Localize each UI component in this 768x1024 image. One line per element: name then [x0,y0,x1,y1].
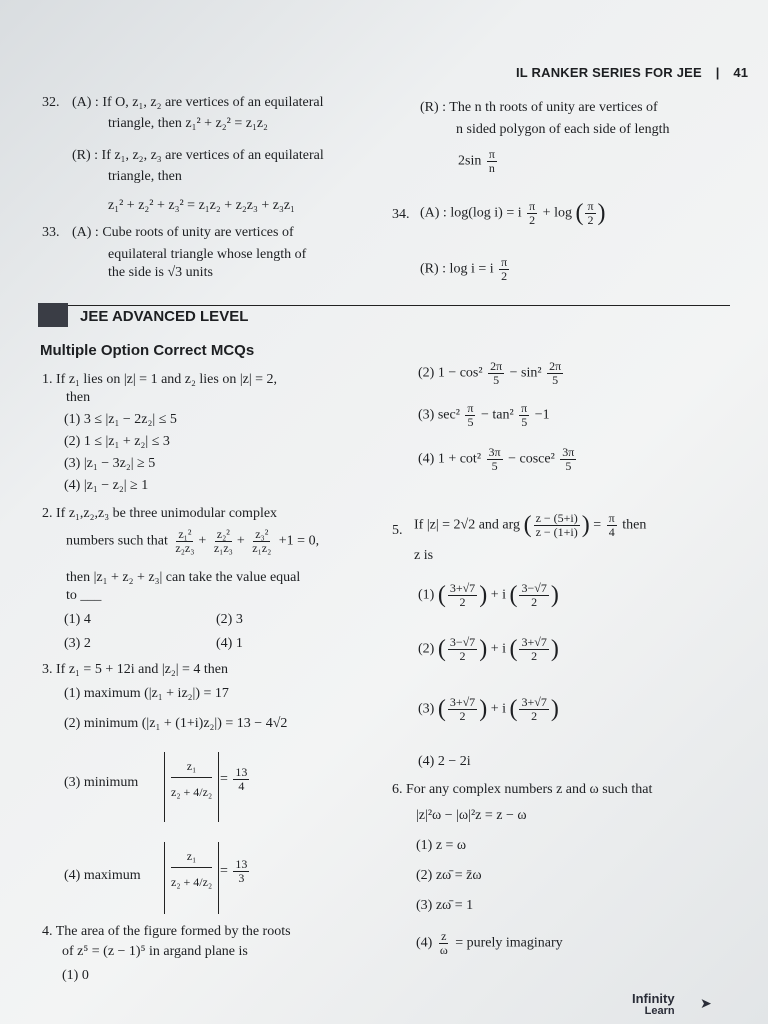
q3-option-3: (3) minimum [64,775,139,790]
q33-reason-line2: n sided polygon of each side of length [456,122,670,137]
q32-reason-equation: z₁² + z₂² + z₃² = z₁z₂ + z₂z₃ + z₃z₁ [108,198,295,213]
q2-option-1: (1) 4 [64,612,91,627]
q5-stem: If |z| = 2√2 and arg ( $\frac{z - (5+i)}{z - (1+i)}$ ) = $\frac{\pi}{4}$ then [414,511,647,539]
q33-reason: (R) : The n th roots of unity are vertices of [420,100,658,115]
q33-number: 33. [42,225,60,240]
q32-reason: (R) : If z₁, z₂, z₃ are vertices of an equilateral [72,148,324,163]
q32-assertion-line2: triangle, then z₁² + z₂² = z₁z₂ [108,116,268,131]
q3-option-1: (1) maximum (|z₁ + iz₂|) = 17 [64,686,229,701]
q3-option-4: (4) maximum [64,868,141,883]
q32-reason-line2: triangle, then [108,169,182,184]
series-title: IL RANKER SERIES FOR JEE [516,65,702,80]
q1-option-2: (2) 1 ≤ |z₁ + z₂| ≤ 3 [64,434,170,449]
q3-option-2: (2) minimum (|z₁ + (1+i)z₂|) = 13 − 4√2 [64,716,288,731]
q1-stem-line2: then [66,390,91,405]
q6-option-2: (2) zω̄ = z̄ω [416,868,482,883]
section-title: JEE ADVANCED LEVEL [80,308,249,325]
logo-line1: Infinity [632,991,675,1006]
section-rule [38,305,730,306]
q6-option-1: (1) z = ω [416,838,467,853]
q1-option-1: (1) 3 ≤ |z₁ − 2z₂| ≤ 5 [64,412,177,427]
q4-option-4: (4) 1 + cot² $\frac{3\pi}{5}$ − cosce² $\frac{3\pi}{5}$ [418,445,575,473]
q5-stem-line2: z is [414,548,434,563]
q33-assertion-line2: equilateral triangle whose length of [108,247,307,262]
section-marker [38,303,68,327]
q33-assertion-line3: the side is √3 units [108,265,213,280]
header-separator: | [715,65,720,80]
q4-option-1: (1) 0 [62,968,89,983]
q3-option-4-value: = $\frac{13}{3}$ [220,857,248,885]
q5-option-1: (1) ( $\frac{3+√7}{2}$ ) + i ( $\frac{3-√7}{2}$ ) [418,581,559,609]
q2-option-3: (3) 2 [64,636,91,651]
q4-option-3: (3) sec² $\frac{\pi}{5}$ − tan² $\frac{\pi}{5}$ −1 [418,401,550,429]
q2-stem-line3: then |z₁ + z₂ + z₃| can take the value equal [66,570,301,585]
q1-option-4: (4) |z₁ − z₂| ≥ 1 [64,478,149,493]
q4-stem: 4. The area of the figure formed by the roots [42,924,291,939]
q2-stem: 2. If z₁,z₂,z₃ be three unimodular complex [42,506,278,521]
q3-stem: 3. If z₁ = 5 + 12i and |z₂| = 4 then [42,662,229,677]
q34-reason: (R) : log i = i $\frac{\pi}{2}$ [420,255,508,283]
q3-option-3-value: = $\frac{13}{4}$ [220,765,248,793]
q1-option-3: (3) |z₁ − 3z₂| ≥ 5 [64,456,156,471]
section-subtitle: Multiple Option Correct MCQs [40,342,255,359]
q5-number: 5. [392,523,403,538]
q4-stem-line2: of z⁵ = (z − 1)⁵ in argand plane is [62,944,248,959]
q2-stem-line2: numbers such that $\frac{\text{z₁²}}{\text{z₂z₃}}$ + $\frac{\text{z₂²}}{\text{z₁z₃}}$ + $\frac{\text{z₃²}}{\text{z₁z₂}}$ +1 = 0, [66,527,320,555]
q6-stem-line2: |z|²ω − |ω|²z = z − ω [416,808,527,823]
q6-option-3: (3) zω̄ = 1 [416,898,474,913]
q2-option-2: (2) 3 [216,612,243,627]
q2-option-4: (4) 1 [216,636,243,651]
q4-option-2: (2) 1 − cos² $\frac{2\pi}{5}$ − sin² $\frac{2\pi}{5}$ [418,359,562,387]
q2-stem-line4: to ___ [66,588,102,603]
q33-reason-line3: 2sin $\frac{\pi}{n}$ [458,147,495,175]
q5-option-4: (4) 2 − 2i [418,754,471,769]
page-number: 41 [733,65,749,80]
q1-stem: 1. If z₁ lies on |z| = 1 and z₂ lies on |z| = 2, [42,372,278,387]
q6-option-4: (4) $\frac{z}{\omega}$ = purely imaginary [416,929,563,957]
q32-number: 32. [42,95,60,110]
q34-number: 34. [392,207,410,222]
q5-option-3: (3) ( $\frac{3+√7}{2}$ ) + i ( $\frac{3+√7}{2}$ ) [418,695,559,723]
q6-stem: 6. For any complex numbers z and ω such that [392,782,653,797]
logo-line2: Learn [644,1005,675,1017]
q34-assertion: (A) : log(log i) = i $\frac{\pi}{2}$ + log ( $\frac{\pi}{2}$ ) [420,199,606,227]
q5-option-2: (2) ( $\frac{3-√7}{2}$ ) + i ( $\frac{3+√7}{2}$ ) [418,635,559,663]
running-header [516,65,748,80]
logo-arrow-icon: ➤ [700,997,712,1012]
q32-assertion: (A) : If O, z₁, z₂ are vertices of an equilateral [72,95,324,110]
q3-option-3-determinant: $\frac{\text{z₁}}{\text{z₂ + 4/z₂}}$ [164,752,219,822]
q3-option-4-determinant: $\frac{\text{z₁}}{\text{z₂ + 4/z₂}}$ [164,842,219,914]
q33-assertion: (A) : Cube roots of unity are vertices of [72,225,294,240]
infinity-learn-logo [632,992,675,1018]
